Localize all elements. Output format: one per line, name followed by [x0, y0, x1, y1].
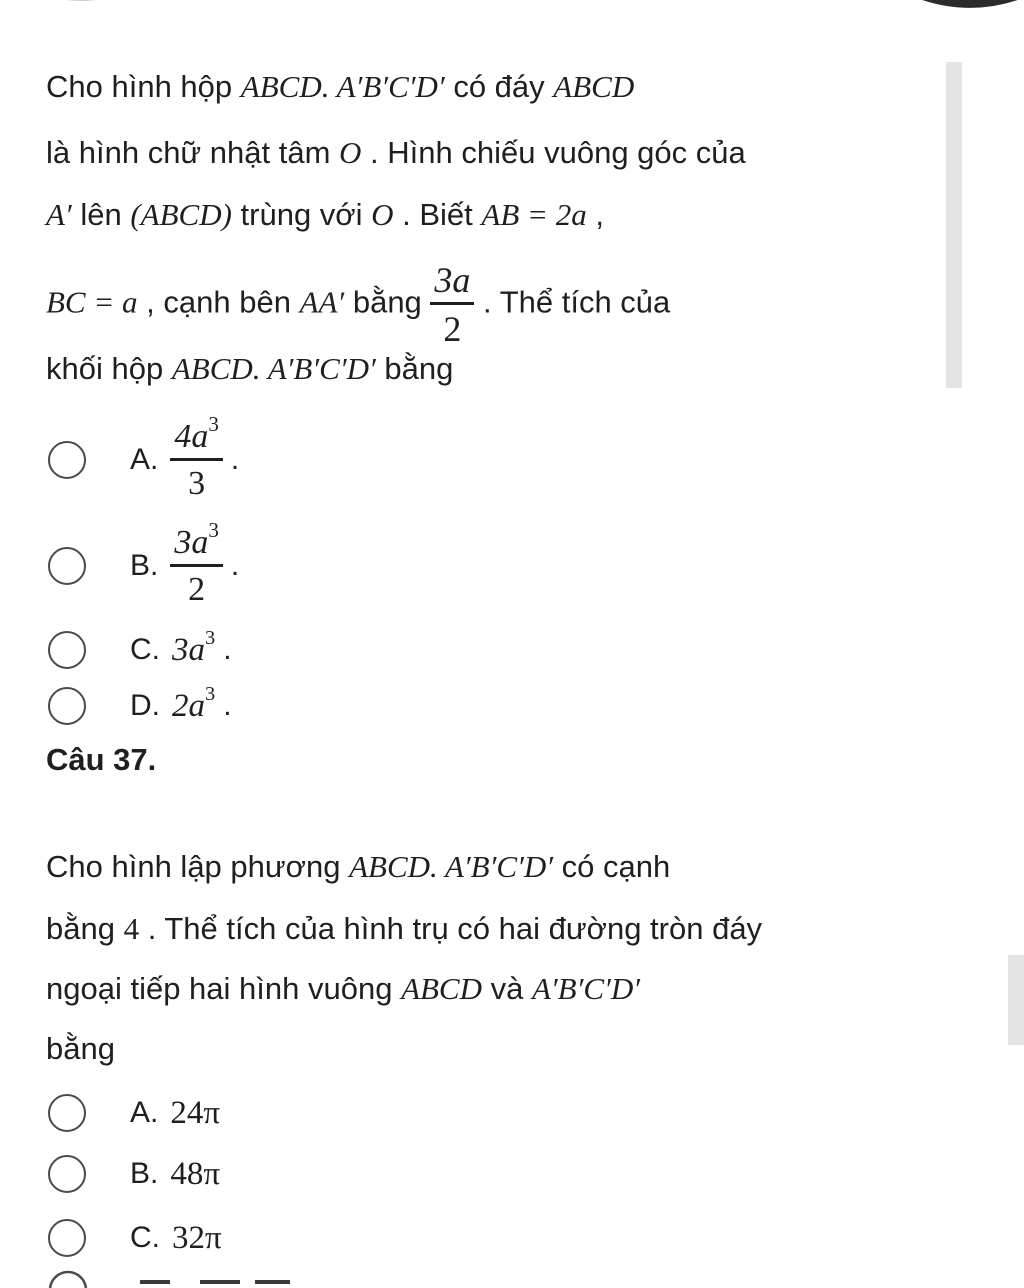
- q36-option-b[interactable]: B. $\frac{3a^3}{2}$ .: [48, 546, 239, 586]
- math-box-2: ABCD. A′B′C′D′: [171, 351, 376, 386]
- q36-line-5: khối hộp ABCD. A′B′C′D′ bằng: [46, 351, 454, 386]
- radio-button[interactable]: [48, 687, 86, 725]
- math-edge: AA′: [299, 284, 345, 320]
- math-square-2: A′B′C′D′: [531, 971, 641, 1006]
- math-cube: ABCD. A′B′C′D′: [349, 849, 554, 884]
- option-b-fraction: $\frac{3a^3}{2}$: [170, 526, 223, 607]
- q37-line-3: ngoại tiếp hai hình vuông ABCD và A′B′C′D′: [46, 971, 641, 1006]
- clipped-text-remnant: [40, 0, 190, 4]
- q37-option-c[interactable]: C. 32π: [48, 1218, 222, 1258]
- radio-button[interactable]: [48, 1219, 86, 1257]
- math-a-prime: A′: [46, 197, 72, 232]
- q36-line-1: Cho hình hộp ABCD. A′B′C′D′ có đáy ABCD: [46, 69, 635, 104]
- q37-line-2: bằng 4 . Thể tích của hình trụ có hai đường tròn đáy: [46, 911, 763, 946]
- radio-button[interactable]: [48, 1094, 86, 1132]
- math-plane: (ABCD): [130, 197, 232, 232]
- scrollbar-thumb-bottom[interactable]: [1008, 955, 1024, 1045]
- q36-line-4: BC = a , cạnh bên AA′ bằng $\frac{3a}{2}$ . Thể tích của: [46, 260, 671, 349]
- q37-line-1: Cho hình lập phương ABCD. A′B′C′D′ có cạnh: [46, 849, 671, 884]
- q36-line-3: A′ lên (ABCD) trùng với O . Biết AB = 2a ,: [46, 197, 604, 232]
- q36-option-c[interactable]: C. $3a^3$ .: [48, 630, 232, 670]
- math-base: ABCD: [553, 69, 635, 104]
- math-square-1: ABCD: [401, 971, 482, 1006]
- math-center-2: O: [371, 197, 394, 232]
- math-side: 4: [123, 911, 140, 946]
- q37-option-b[interactable]: B. 48π: [48, 1154, 220, 1194]
- scrollbar-thumb-top[interactable]: [946, 62, 962, 388]
- radio-button[interactable]: [48, 1155, 86, 1193]
- math-center: O: [339, 135, 362, 170]
- radio-button[interactable]: [48, 441, 86, 479]
- math-ab: AB = 2a: [481, 197, 587, 232]
- option-a-fraction: $\frac{4a^3}{3}$: [170, 420, 223, 501]
- q36-option-a[interactable]: A. $\frac{4a^3}{3}$ .: [48, 440, 239, 480]
- math-bc: BC = a: [46, 284, 138, 320]
- radio-button[interactable]: [48, 547, 86, 585]
- question-heading: Câu 37.: [46, 742, 157, 777]
- math-fraction-3a-2: $\frac{3a}{2}$: [430, 262, 474, 347]
- corner-decoration: [890, 0, 1024, 22]
- q36-option-d[interactable]: D. $2a^3$ .: [48, 686, 232, 726]
- math-box: ABCD. A′B′C′D′: [240, 69, 445, 104]
- clipped-option-remnant: [40, 1268, 300, 1288]
- q37-line-4: bằng: [46, 1031, 115, 1066]
- q37-option-a[interactable]: A. 24π: [48, 1093, 220, 1133]
- q36-line-2: là hình chữ nhật tâm O . Hình chiếu vuông góc của: [46, 135, 746, 170]
- radio-button[interactable]: [48, 631, 86, 669]
